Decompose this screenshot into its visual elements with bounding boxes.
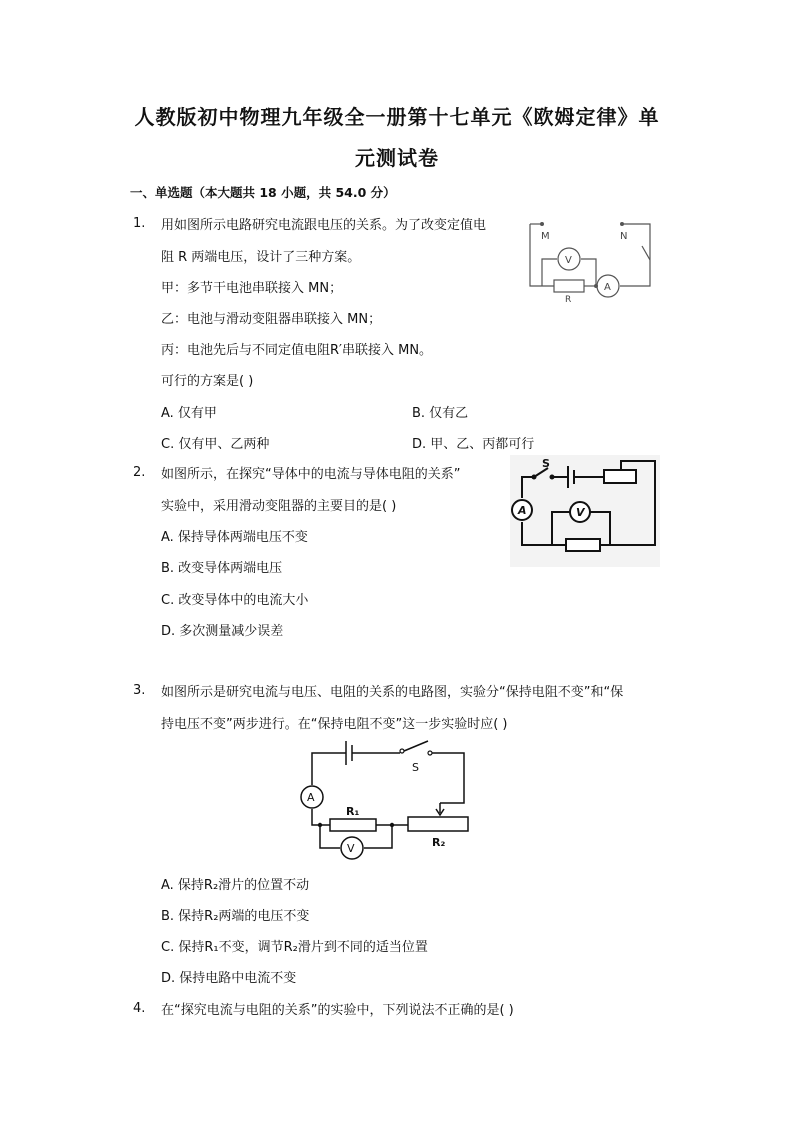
question-1-line-3: 甲：多节干电池串联接入 MN； — [161, 281, 343, 296]
question-2-number: 2. — [133, 465, 146, 480]
question-4-number: 4. — [133, 1001, 146, 1016]
question-1-line-1: 用如图所示电路研究电流跟电压的关系。为了改变定值电 — [161, 218, 487, 233]
figure-2-label-s: S — [542, 457, 550, 470]
page-title-continued: 元测试卷 — [355, 146, 439, 170]
question-3-option-c: C. 保持R₁不变，调节R₂滑片到不同的适当位置 — [161, 940, 428, 955]
question-3-number: 3. — [133, 683, 146, 698]
question-1-line-4: 乙：电池与滑动变阻器串联接入 MN； — [161, 312, 382, 327]
question-1-option-c: C. 仅有甲、乙两种 — [161, 437, 270, 452]
figure-1-label-n: N — [620, 231, 628, 242]
question-3-line-2: 持电压不变”两步进行。在“保持电阻不变”这一步实验时应( ) — [161, 717, 508, 732]
figure-1-label-a: A — [604, 282, 611, 293]
figure-3-label-r2: R₂ — [432, 836, 446, 849]
figure-2-label-v: V — [576, 506, 585, 519]
figure-1-label-m: M — [541, 231, 550, 242]
question-3-option-b: B. 保持R₂两端的电压不变 — [161, 909, 310, 924]
question-2-option-c: C. 改变导体中的电流大小 — [161, 593, 309, 608]
question-2-option-b: B. 改变导体两端电压 — [161, 561, 283, 576]
page-title: 人教版初中物理九年级全一册第十七单元《欧姆定律》单 — [134, 105, 660, 129]
question-2-circuit-figure — [510, 455, 660, 567]
question-4-line-1: 在“探究电流与电阻的关系”的实验中，下列说法不正确的是( ) — [161, 1003, 514, 1018]
question-1-line-6: 可行的方案是( ) — [161, 374, 254, 389]
question-3-line-1: 如图所示是研究电流与电压、电阻的关系的电路图，实验分“保持电阻不变”和“保 — [161, 685, 624, 700]
question-3-option-d: D. 保持电路中电流不变 — [161, 971, 297, 986]
question-1-circuit-figure — [524, 216, 664, 306]
question-2-option-d: D. 多次测量减少误差 — [161, 624, 284, 639]
question-1-line-2: 阻 R 两端电压，设计了三种方案。 — [161, 250, 361, 265]
figure-2-label-a: A — [518, 504, 527, 517]
figure-1-label-r: R — [565, 295, 572, 305]
question-1-line-5: 丙：电池先后与不同定值电阻R′串联接入 MN。 — [161, 343, 433, 358]
figure-1-label-v: V — [565, 255, 572, 266]
question-2-line-1: 如图所示，在探究“导体中的电流与导体电阻的关系” — [161, 467, 461, 482]
question-1-option-a: A. 仅有甲 — [161, 406, 217, 421]
question-2-option-a: A. 保持导体两端电压不变 — [161, 530, 308, 545]
question-3-circuit-figure — [290, 733, 480, 865]
question-1-option-d: D. 甲、乙、丙都可行 — [412, 437, 535, 452]
question-1-option-b: B. 仅有乙 — [412, 406, 469, 421]
question-2-line-2: 实验中，采用滑动变阻器的主要目的是( ) — [161, 499, 397, 514]
section-heading: 一、单选题（本大题共 18 小题，共 54.0 分） — [130, 185, 396, 200]
figure-3-label-v: V — [347, 842, 355, 855]
figure-3-label-r1: R₁ — [346, 805, 360, 818]
figure-3-label-s: S — [412, 761, 419, 774]
question-3-option-a: A. 保持R₂滑片的位置不动 — [161, 878, 310, 893]
question-1-number: 1. — [133, 216, 146, 231]
figure-3-label-a: A — [307, 791, 315, 804]
